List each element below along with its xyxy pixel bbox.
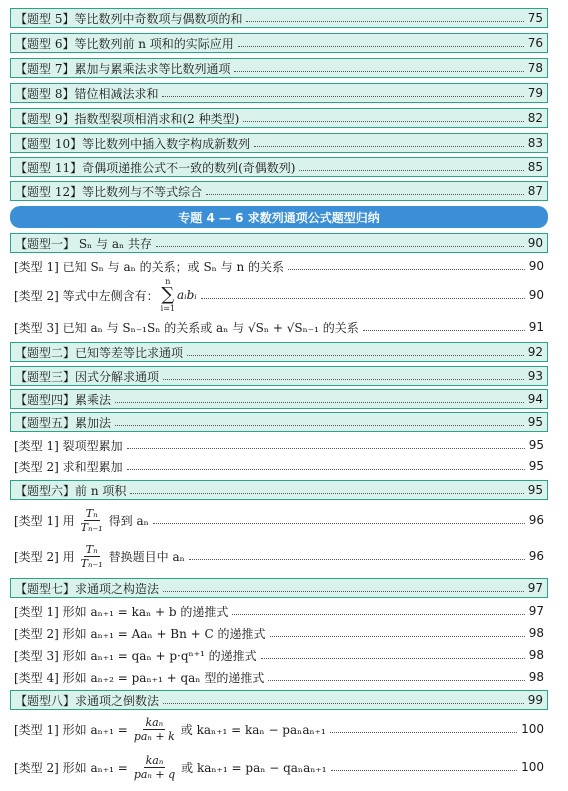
entry-title: 【题型 9】指数型裂项相消求和(2 种类型) bbox=[15, 111, 240, 126]
leader-dots bbox=[270, 636, 525, 637]
fraction-numerator: Tₙ bbox=[85, 542, 98, 556]
entry-title: [类型 1] 裂项型累加 bbox=[14, 438, 123, 453]
toc-subentry[interactable] bbox=[10, 645, 548, 665]
entry-title: [类型 1] 用 bbox=[14, 513, 75, 528]
leader-dots bbox=[162, 96, 523, 97]
entry-title: 【题型五】累加法 bbox=[15, 415, 112, 430]
entry-title: [类型 1] 形如 aₙ₊₁ = kaₙ + b 的递推式 bbox=[14, 604, 229, 619]
entry-title: [类型 2] 等式中左侧含有： bbox=[14, 288, 159, 303]
page-number: 95 bbox=[527, 483, 543, 497]
toc-entry[interactable] bbox=[10, 233, 548, 253]
entry-title: [类型 3] 已知 aₙ 与 Sₙ₋₁Sₙ 的关系或 aₙ 与 √Sₙ + √Sₙ₋₁ 的关系 bbox=[14, 320, 359, 335]
leader-dots bbox=[363, 330, 525, 331]
entry-title: [类型 2] 形如 aₙ₊₁ = bbox=[14, 760, 128, 775]
page-number: 85 bbox=[527, 160, 543, 174]
leader-dots bbox=[127, 448, 525, 449]
fraction bbox=[132, 716, 177, 743]
toc-entry[interactable] bbox=[10, 480, 548, 500]
page-number: 99 bbox=[527, 693, 543, 707]
leader-dots bbox=[153, 523, 525, 524]
toc-entry[interactable] bbox=[10, 366, 548, 386]
toc-subentry[interactable] bbox=[10, 667, 548, 687]
leader-dots bbox=[189, 559, 525, 560]
entry-title: [类型 2] 用 bbox=[14, 549, 75, 564]
page-number: 83 bbox=[527, 136, 543, 150]
entry-title: 【题型三】因式分解求通项 bbox=[15, 369, 160, 384]
toc-entry[interactable] bbox=[10, 412, 548, 432]
page-number: 97 bbox=[527, 581, 543, 595]
toc-subentry[interactable] bbox=[10, 750, 548, 784]
toc-entry[interactable] bbox=[10, 690, 548, 710]
entry-title: 【题型 5】等比数列中奇数项与偶数项的和 bbox=[15, 11, 243, 26]
page-number: 98 bbox=[528, 626, 544, 640]
leader-dots bbox=[232, 614, 524, 615]
page-number: 95 bbox=[528, 459, 544, 473]
entry-title: 【题型 6】等比数列前 n 项和的实际应用 bbox=[15, 36, 234, 51]
leader-dots bbox=[163, 703, 524, 704]
toc-entry[interactable] bbox=[10, 389, 548, 409]
toc-subentry[interactable] bbox=[10, 435, 548, 455]
fraction-numerator: Tₙ bbox=[85, 506, 98, 520]
entry-title: 【题型 7】累加与累乘法求等比数列通项 bbox=[15, 61, 231, 76]
entry-title: [类型 2] 求和型累加 bbox=[14, 459, 123, 474]
toc-entry[interactable] bbox=[10, 8, 548, 28]
fraction bbox=[79, 543, 105, 570]
leader-dots bbox=[268, 680, 524, 681]
toc-subentry[interactable] bbox=[10, 317, 548, 337]
page-number: 76 bbox=[527, 36, 543, 50]
page-number: 78 bbox=[527, 61, 543, 75]
page-number: 87 bbox=[527, 184, 543, 198]
page-number: 91 bbox=[528, 320, 544, 334]
toc-entry[interactable] bbox=[10, 33, 548, 53]
page-number: 98 bbox=[528, 670, 544, 684]
toc-subentry[interactable] bbox=[10, 601, 548, 621]
toc-entry[interactable] bbox=[10, 181, 548, 201]
leader-dots bbox=[115, 402, 524, 403]
leader-dots bbox=[331, 770, 517, 771]
leader-dots bbox=[206, 194, 524, 195]
entry-title: 【题型 12】等比数列与不等式综合 bbox=[15, 184, 203, 199]
leader-dots bbox=[187, 355, 524, 356]
page-number: 90 bbox=[528, 259, 544, 273]
page-number: 95 bbox=[528, 438, 544, 452]
leader-dots bbox=[243, 121, 523, 122]
toc-subentry[interactable] bbox=[10, 503, 548, 537]
toc-subentry[interactable] bbox=[10, 256, 548, 276]
fraction-numerator: kaₙ bbox=[145, 753, 164, 767]
page-number: 100 bbox=[521, 722, 544, 736]
leader-dots bbox=[261, 658, 525, 659]
page-number: 90 bbox=[528, 288, 544, 302]
leader-dots bbox=[288, 269, 525, 270]
entry-title: 【题型八】求通项之倒数法 bbox=[15, 693, 160, 708]
leader-dots bbox=[330, 732, 517, 733]
sum-term: aᵢbᵢ bbox=[177, 288, 197, 302]
entry-title: 【题型 11】奇偶项递推公式不一致的数列(奇偶数列) bbox=[15, 160, 296, 175]
toc-entry[interactable] bbox=[10, 578, 548, 598]
toc-entry[interactable] bbox=[10, 133, 548, 153]
entry-title-tail: 或 kaₙ₊₁ = kaₙ − paₙaₙ₊₁ bbox=[180, 722, 326, 737]
fraction bbox=[132, 754, 177, 781]
entry-title-tail: 或 kaₙ₊₁ = paₙ − qaₙaₙ₊₁ bbox=[181, 760, 327, 775]
entry-title: [类型 1] 形如 aₙ₊₁ = bbox=[14, 722, 128, 737]
entry-title: 【题型七】求通项之构造法 bbox=[15, 581, 160, 596]
fraction-denominator: Tₙ₋₁ bbox=[80, 556, 103, 570]
page-number: 96 bbox=[528, 513, 544, 527]
entry-title: 【题型四】累乘法 bbox=[15, 392, 112, 407]
fraction bbox=[79, 507, 105, 534]
toc-subentry[interactable] bbox=[10, 623, 548, 643]
page-number: 79 bbox=[527, 86, 543, 100]
fraction-numerator: kaₙ bbox=[145, 715, 164, 729]
sum-lower: i=1 bbox=[160, 304, 175, 313]
toc-entry[interactable] bbox=[10, 157, 548, 177]
toc-entry[interactable] bbox=[10, 342, 548, 362]
page-number: 96 bbox=[528, 549, 544, 563]
entry-title-tail: 得到 aₙ bbox=[108, 513, 149, 528]
leader-dots bbox=[130, 493, 523, 494]
page-number: 82 bbox=[527, 111, 543, 125]
fraction-denominator: Tₙ₋₁ bbox=[80, 520, 103, 534]
page-number: 98 bbox=[528, 648, 544, 662]
page-number: 93 bbox=[527, 369, 543, 383]
entry-title: [类型 3] 形如 aₙ₊₁ = qaₙ + p·qⁿ⁺¹ 的递推式 bbox=[14, 648, 257, 663]
leader-dots bbox=[115, 425, 524, 426]
leader-dots bbox=[299, 170, 523, 171]
leader-dots bbox=[234, 71, 523, 72]
page-number: 92 bbox=[527, 345, 543, 359]
page-number: 94 bbox=[527, 392, 543, 406]
leader-dots bbox=[201, 298, 525, 299]
leader-dots bbox=[246, 21, 523, 22]
entry-title-tail: 替换题目中 aₙ bbox=[108, 549, 185, 564]
section-banner: 专题 4 — 6 求数列通项公式题型归纳 bbox=[10, 206, 548, 228]
page-number: 95 bbox=[527, 415, 543, 429]
toc-subentry[interactable] bbox=[10, 712, 548, 746]
page-number: 90 bbox=[527, 236, 543, 250]
toc-entry[interactable] bbox=[10, 83, 548, 103]
fraction-denominator: paₙ + k bbox=[133, 729, 175, 743]
fraction-denominator: paₙ + q bbox=[133, 767, 176, 781]
sum-upper: n bbox=[165, 277, 171, 286]
page-number: 75 bbox=[527, 11, 543, 25]
leader-dots bbox=[254, 146, 524, 147]
sigma-icon: ∑ bbox=[161, 284, 175, 305]
entry-title: 【题型 10】等比数列中插入数字构成新数列 bbox=[15, 136, 251, 151]
entry-title: 【题型六】前 n 项积 bbox=[15, 483, 127, 498]
entry-title: [类型 1] 已知 Sₙ 与 aₙ 的关系；或 Sₙ 与 n 的关系 bbox=[14, 259, 285, 274]
page-number: 100 bbox=[521, 760, 544, 774]
entry-title: [类型 2] 形如 aₙ₊₁ = Aaₙ + Bn + C 的递推式 bbox=[14, 626, 266, 641]
leader-dots bbox=[238, 46, 524, 47]
leader-dots bbox=[163, 591, 524, 592]
summation-symbol bbox=[161, 277, 175, 313]
toc-subentry[interactable] bbox=[10, 539, 548, 573]
leader-dots bbox=[163, 379, 524, 380]
entry-title: 【题型 8】错位相减法求和 bbox=[15, 86, 159, 101]
toc-subentry[interactable] bbox=[10, 456, 548, 476]
toc-entry[interactable] bbox=[10, 58, 548, 78]
leader-dots bbox=[156, 246, 524, 247]
leader-dots bbox=[127, 469, 525, 470]
toc-subentry[interactable] bbox=[10, 278, 548, 312]
entry-title: 【题型二】已知等差等比求通项 bbox=[15, 345, 184, 360]
page-number: 97 bbox=[528, 604, 544, 618]
toc-entry[interactable] bbox=[10, 108, 548, 128]
entry-title: 【题型一】 Sₙ 与 aₙ 共存 bbox=[15, 236, 153, 251]
entry-title: [类型 4] 形如 aₙ₊₂ = paₙ₊₁ + qaₙ 型的递推式 bbox=[14, 670, 265, 685]
